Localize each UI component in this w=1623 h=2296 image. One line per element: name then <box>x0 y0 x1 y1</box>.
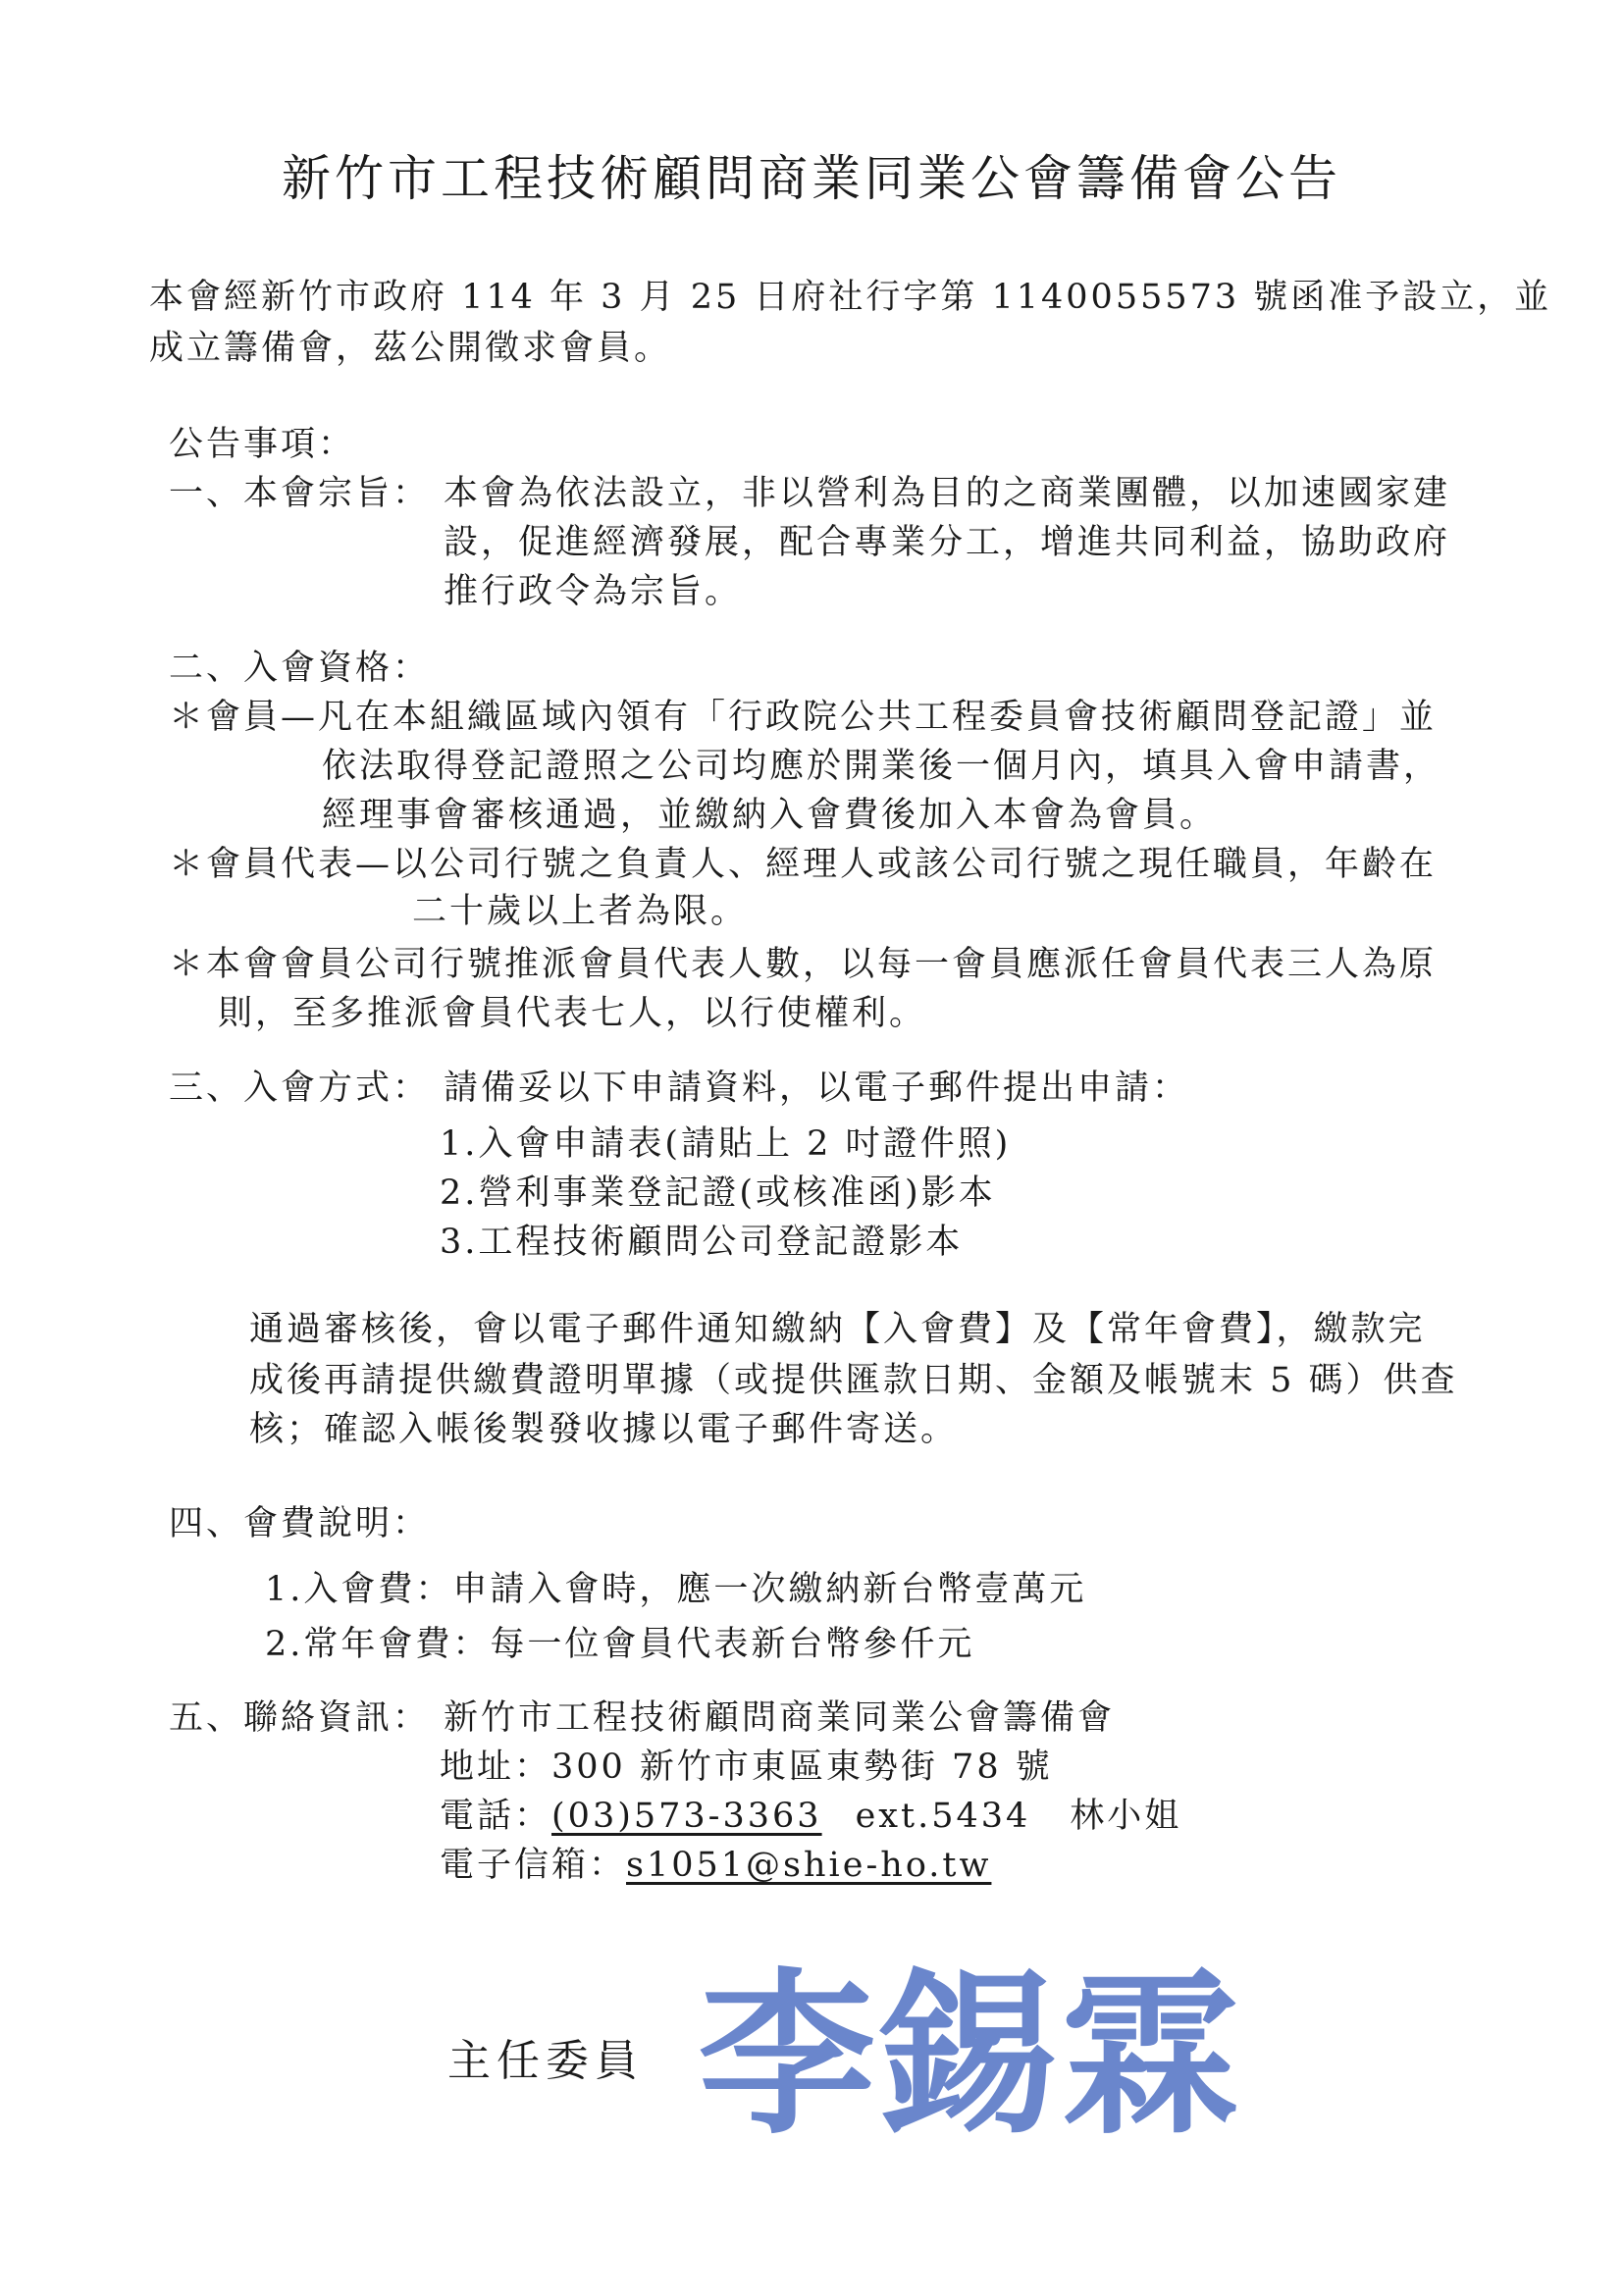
section3-item-3: 3.工程技術顧問公司登記證影本 <box>440 1223 964 1262</box>
section3-note-line-3: 核；確認入帳後製發收據以電子郵件寄送。 <box>249 1410 959 1449</box>
section2-label: 二、入會資格： <box>169 649 431 688</box>
phone-link[interactable]: (03)573-3363 <box>551 1797 822 1836</box>
section2-item1-line-3: 經理事會審核通過，並繳納入會費後加入本會為會員。 <box>322 796 1218 835</box>
section4-label: 四、會費說明： <box>169 1504 431 1543</box>
intro-line-2: 成立籌備會，茲公開徵求會員。 <box>149 329 672 368</box>
section2-item2-line-1: ＊會員代表—以公司行號之負責人、經理人或該公司行號之現任職員，年齡在 <box>169 845 1438 884</box>
section4-item-2: 2.常年會費：每一位會員代表新台幣參仟元 <box>265 1625 975 1664</box>
section2-item2-line-2: 二十歲以上者為限。 <box>412 892 749 931</box>
email-label: 電子信箱： <box>440 1846 627 1885</box>
section1-line-2: 設，促進經濟發展，配合專業分工，增進共同利益，協助政府 <box>444 523 1451 562</box>
email-link[interactable]: s1051@shie-ho.tw <box>626 1846 992 1885</box>
section3-note-line-2: 成後再請提供繳費證明單據（或提供匯款日期、金額及帳號末 5 碼）供查 <box>249 1361 1458 1400</box>
section5-email-row <box>440 1841 991 1890</box>
phone-label: 電話： <box>440 1797 552 1836</box>
intro-line-1: 本會經新竹市政府 114 年 3 月 25 日府社行字第 1140055573 號函准予設立，並 <box>149 278 1552 317</box>
section3-lead: 請備妥以下申請資料，以電子郵件提出申請： <box>444 1069 1190 1108</box>
section5-org: 新竹市工程技術顧問商業同業公會籌備會 <box>444 1698 1116 1738</box>
signature-stamp <box>699 1953 1248 2159</box>
section4-item-1: 1.入會費：申請入會時，應一次繳納新台幣壹萬元 <box>265 1570 1087 1609</box>
section2-item3-line-1: ＊本會會員公司行號推派會員代表人數，以每一會員應派任會員代表三人為原 <box>169 945 1438 984</box>
section5-address: 地址：300 新竹市東區東勢街 78 號 <box>440 1748 1053 1787</box>
section2-item1-line-1: ＊會員—凡在本組織區域內領有「行政院公共工程委員會技術顧問登記證」並 <box>169 698 1438 737</box>
section1-label: 一、本會宗旨： <box>169 474 431 513</box>
section1-line-1: 本會為依法設立，非以營利為目的之商業團體，以加速國家建 <box>444 474 1451 513</box>
chairperson-title: 主任委員 <box>447 2036 644 2086</box>
section1-line-3: 推行政令為宗旨。 <box>444 572 743 611</box>
signature-char-1: 李 <box>699 1952 876 2159</box>
section3-label: 三、入會方式： <box>169 1069 431 1108</box>
section5-phone-row <box>440 1792 1181 1841</box>
section2-item1-line-2: 依法取得登記證照之公司均應於開業後一個月內，填具入會申請書， <box>322 747 1441 786</box>
contact-person: 林小姐 <box>1070 1797 1182 1836</box>
section5-label: 五、聯絡資訊： <box>169 1698 431 1738</box>
section2-item3-line-2: 則，至多推派會員代表七人，以行使權利。 <box>218 994 927 1033</box>
section3-note-line-1: 通過審核後，會以電子郵件通知繳納【入會費】及【常年會費】，繳款完 <box>249 1310 1426 1349</box>
signature-char-3: 霖 <box>1062 1952 1239 2159</box>
signature-char-2: 錫 <box>880 1952 1058 2159</box>
section3-item-2: 2.營利事業登記證(或核准函)影本 <box>440 1174 996 1213</box>
notice-header: 公告事項： <box>169 425 356 464</box>
page-title: 新竹市工程技術顧問商業同業公會籌備會公告 <box>282 150 1341 207</box>
section3-item-1: 1.入會申請表(請貼上 2 吋證件照) <box>440 1124 1012 1164</box>
phone-ext: ext.5434 <box>855 1797 1031 1836</box>
